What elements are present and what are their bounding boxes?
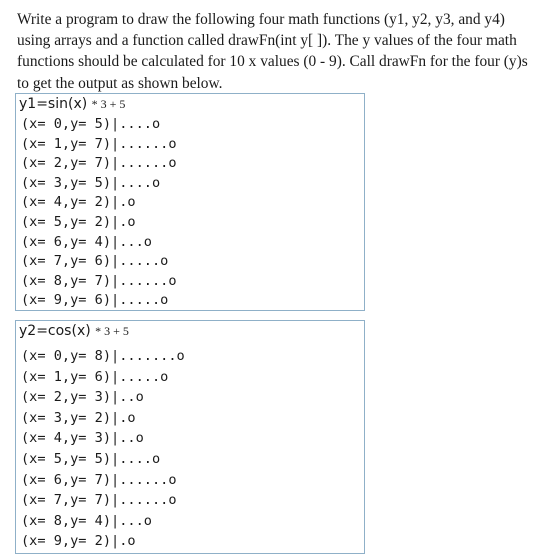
y2-function-label: y2=cos(x): [19, 323, 91, 339]
problem-statement: [17, 9, 532, 94]
output-row: (x= 0,y= 5)|....o: [21, 116, 161, 132]
output-row: (x= 8,y= 4)|...o: [21, 512, 152, 529]
y1-output-box: [15, 93, 365, 311]
problem-line: using arrays and a function called drawFn(int y[ ]). The y values of the four math: [17, 32, 517, 50]
output-row: (x= 4,y= 3)|..o: [21, 430, 144, 447]
problem-line: functions should be calculated for 10 x values (0 - 9). Call drawFn for the four (y)s: [17, 53, 528, 71]
y2-output-box: [15, 320, 365, 554]
output-row: (x= 2,y= 7)|......o: [21, 155, 177, 172]
output-row: (x= 9,y= 2)|.o: [21, 533, 136, 550]
output-row: (x= 9,y= 6)|.....o: [21, 292, 169, 309]
y1-function-tail: * 3 + 5: [91, 97, 126, 111]
output-row: (x= 4,y= 2)|.o: [21, 194, 136, 211]
output-row: (x= 5,y= 5)|....o: [21, 450, 161, 467]
output-row: (x= 3,y= 5)|....o: [21, 174, 161, 191]
y2-function-tail: * 3 + 5: [95, 324, 129, 338]
y2-output-header: [19, 322, 129, 340]
output-row: (x= 6,y= 4)|...o: [21, 233, 152, 250]
output-row: (x= 7,y= 6)|.....o: [21, 253, 169, 270]
output-row: (x= 8,y= 7)|......o: [21, 272, 177, 289]
output-row: (x= 1,y= 6)|.....o: [21, 368, 169, 385]
y1-output-rows: [21, 115, 364, 311]
output-row: (x= 5,y= 2)|.o: [21, 213, 136, 230]
y1-output-header: [19, 95, 125, 113]
problem-line: to get the output as shown below.: [17, 74, 223, 92]
output-row: (x= 3,y= 2)|.o: [21, 409, 136, 426]
output-row: (x= 6,y= 7)|......o: [21, 471, 177, 488]
y2-output-rows: [21, 346, 364, 552]
problem-line: Write a program to draw the following four math functions (y1, y2, y3, and y4): [17, 11, 505, 28]
output-row: (x= 0,y= 8)|.......o: [21, 348, 185, 364]
output-row: (x= 7,y= 7)|......o: [21, 492, 177, 509]
output-row: (x= 2,y= 3)|..o: [21, 389, 144, 406]
y1-function-label: y1=sin(x): [19, 96, 88, 112]
output-row: (x= 1,y= 7)|......o: [21, 135, 177, 152]
